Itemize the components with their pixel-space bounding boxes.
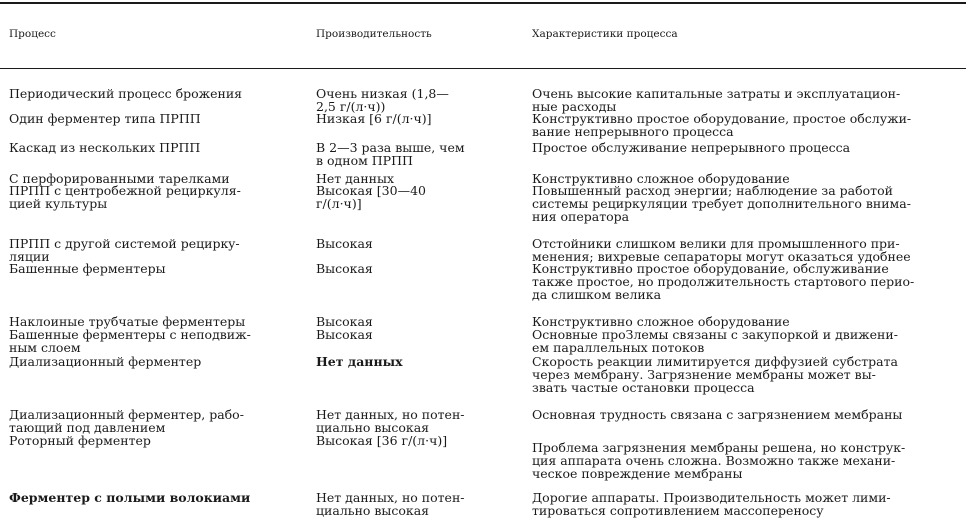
row-7-process: Башенные ферментеры [9, 261, 166, 276]
row-2-process: Один ферментер типа ПРПП [9, 111, 201, 126]
row-4-characteristics: Конструктивно сложное оборудование [532, 171, 790, 186]
header-productivity: Производительность [316, 28, 432, 40]
row-2-productivity: Низкая [6 г/(л·ч)] [316, 111, 432, 126]
row-7-productivity: Высокая [316, 261, 373, 276]
row-13-process: Ферментер с полыми волокиами [9, 490, 251, 505]
row-11-process: Диализационный ферментер, рабо- тающий под давлением [9, 407, 244, 435]
row-8-productivity: Высокая [316, 314, 373, 329]
row-11-productivity: Нет данных, но потен- циально высокая [316, 407, 465, 435]
row-7-characteristics: Конструктивно простое оборудование, обслуживание также простое, но продолжительность стартового перио- да слишком велика [532, 261, 915, 302]
header-process: Процесс [9, 28, 56, 40]
row-3-characteristics: Простое обслуживание непрерывного процесса [532, 140, 851, 155]
row-8-characteristics: Конструктивно сложное оборудование [532, 314, 790, 329]
row-12-process: Роторный ферментер [9, 433, 151, 448]
row-1-characteristics: Очень высокие капитальные затраты и эксплуатацион- ные расходы [532, 86, 901, 114]
row-9-characteristics: Основные проЗлемы связаны с закупоркой и движени- ем параллельных потоков [532, 327, 898, 355]
row-10-productivity: Нет данных [316, 354, 403, 369]
row-10-characteristics: Скорость реакции лимитируется диффузией субстрата через мембрану. Загрязнение мембраны может вы- звать частые остановки процесса [532, 354, 898, 395]
row-5-productivity: Высокая [30—40 г/(л·ч)] [316, 183, 426, 211]
row-8-process: Наклоиные трубчатые ферментеры [9, 314, 246, 329]
row-3-productivity: В 2—3 раза выше, чем в одном ПРПП [316, 140, 465, 168]
row-12-characteristics: Проблема загрязнения мембраны решена, но конструк- ция аппарата очень сложна. Возможно также механи- ческое повреждение мембраны [532, 440, 906, 481]
row-5-characteristics: Повышенный расход энергии; наблюдение за работой системы рециркуляции требует дополнительного внима- ния оператора [532, 183, 911, 224]
row-2-characteristics: Конструктивно простое оборудование, простое обслужи- вание непрерывного процесса [532, 111, 912, 139]
header-rule [0, 68, 966, 69]
row-9-process: Башенные ферментеры с неподвиж- ным слоем [9, 327, 251, 355]
row-3-process: Каскад из нескольких ПРПП [9, 140, 201, 155]
row-6-characteristics: Отстойники слишком велики для промышленного при- менения; вихревые сепараторы могут оказаться удобнее [532, 236, 911, 264]
row-1-productivity: Очень низкая (1,8— 2,5 г/(л·ч)) [316, 86, 449, 114]
row-4-productivity: Нет данных [316, 171, 394, 186]
row-5-process: ПРПП с центробежной рециркуля- цией культуры [9, 183, 241, 211]
row-12-productivity: Высокая [36 г/(л·ч)] [316, 433, 448, 448]
row-9-productivity: Высокая [316, 327, 373, 342]
header-characteristics: Характеристики процесса [532, 28, 678, 40]
row-4-process: С перфорированными тарелками [9, 171, 230, 186]
row-13-characteristics: Дорогие аппараты. Производительность может лими- тироваться сопротивлением массопереносу [532, 490, 891, 518]
table-top-rule [0, 2, 966, 4]
row-11-characteristics: Основная трудность связана с загрязнением мембраны [532, 407, 903, 422]
row-6-process: ПРПП с другой системой рециркy- ляции [9, 236, 240, 264]
row-13-productivity: Нет данных, но потен- циально высокая [316, 490, 465, 518]
row-6-productivity: Высокая [316, 236, 373, 251]
row-1-process: Периодический процесс брожения [9, 86, 243, 101]
row-10-process: Диализационный ферментер [9, 354, 202, 369]
